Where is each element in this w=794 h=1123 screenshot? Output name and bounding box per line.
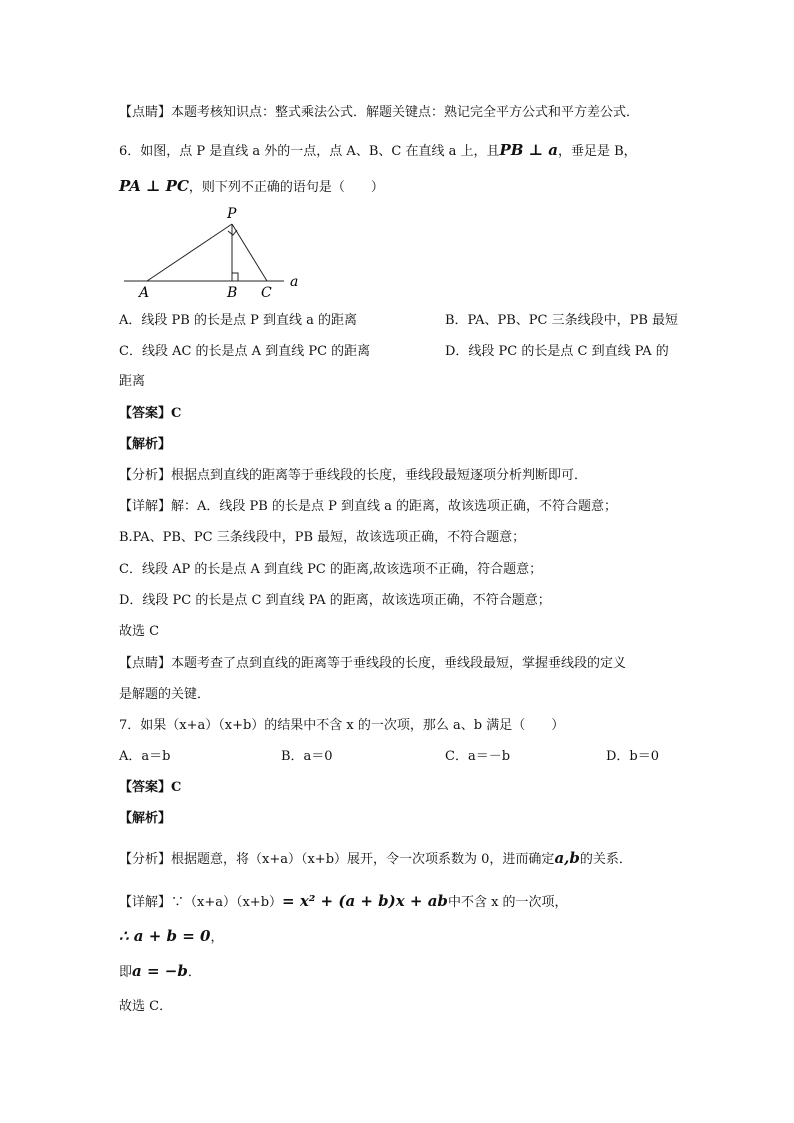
fx2-text-1: 【分析】根据题意，将（x+a）（x+b）展开，令一次项系数为 0，进而确定 [119,852,555,867]
xj6-text: ， [210,930,224,945]
geometry-figure [119,200,319,300]
dianjing-6-a: 【点睛】本题考查了点到直线的距离等于垂线段的长度，垂线段最短，掌握垂线段的定义 [119,656,627,671]
label-line-a: a [290,274,299,290]
q7-option-b: B．a＝0 [281,749,333,764]
label-c: C [261,285,272,300]
xj7-text-1: 即 [119,965,133,980]
analysis-heading-6: 【解析】 [119,437,172,452]
q6-math-1: PB ⊥ a [499,141,558,159]
fx2-math: a,b [554,849,580,867]
q6-option-a: A．线段 PB 的长是点 P 到直线 a 的距离 [119,313,357,328]
q7-option-a: A．a＝b [119,749,171,764]
conclusion-7: 故选 C． [119,999,173,1014]
dianjing-6-b: 是解题的关键． [119,687,211,702]
q6-option-d-cont: 距离 [119,374,146,389]
segment-pc [232,224,267,281]
q7-option-d: D．b＝0 [606,749,660,764]
question-7-stem: 7．如果（x+a）（x+b）的结果中不含 x 的一次项，那么 a、b 满足（ ） [119,718,565,733]
xj6-math: ∴ a + b = 0 [119,927,211,945]
detail-6-c: C．线段 AP 的长是点 A 到直线 PC 的距离,故该选项不正确，符合题意； [119,562,543,577]
right-angle-b [232,273,238,281]
analysis-heading-7: 【解析】 [119,811,172,826]
detail-7-c [119,962,201,982]
label-a: A [139,285,150,300]
xj7-math: a = −b [132,962,188,980]
dianjing-prev: 【点睛】本题考核知识点：整式乘法公式．解题关键点：熟记完全平方公式和平方差公式． [119,105,640,120]
xj5-text-1: 【详解】∵（x+a）（x+b） [119,895,283,910]
q6-option-d: D．线段 PC 的长是点 C 到直线 PA 的 [445,344,669,359]
q6-text-1: 6．如图，点 P 是直线 a 外的一点，点 A、B、C 在直线 a 上，且 [119,144,500,159]
detail-7-b [119,927,223,947]
segment-pa [147,224,232,281]
q6-text-3: ，则下列不正确的语句是（ ） [188,180,384,195]
q6-text-2: ，垂足是 B， [558,144,637,159]
q6-option-c: C．线段 AC 的长是点 A 到直线 PC 的距离 [119,344,371,359]
answer-7: 【答案】C [119,780,182,795]
detail-7-a [119,892,568,912]
question-6-stem [119,141,637,161]
detail-6-b: B.PA、PB、PC 三条线段中，PB 最短，故该选项正确，不符合题意； [119,530,526,545]
q7-option-c: C．a＝－b [445,749,511,764]
xj5-text-2: 中不含 x 的一次项， [447,895,568,910]
label-p: P [227,206,237,222]
detail-6-d: D．线段 PC 的长是点 C 到直线 PA 的距离，故该选项正确，不符合题意； [119,593,551,608]
question-6-stem-2 [119,177,384,197]
q6-math-2: PA ⊥ PC [119,177,189,195]
label-b: B [227,285,238,300]
analysis-6: 【分析】根据点到直线的距离等于垂线段的长度，垂线段最短逐项分析判断即可． [119,468,588,483]
xj7-text-2: ． [187,965,201,980]
fx2-text-2: 的关系． [579,852,632,867]
xj5-math: = x² + (a + b)x + ab [282,892,448,910]
answer-6: 【答案】C [119,406,182,421]
conclusion-6: 故选 C [119,624,160,639]
q6-option-b: B．PA、PB、PC 三条线段中，PB 最短 [445,313,679,328]
detail-6-a: 【详解】解：A．线段 PB 的长是点 P 到直线 a 的距离，故该选项正确，不符合题意； [119,499,617,514]
analysis-7 [119,849,632,869]
